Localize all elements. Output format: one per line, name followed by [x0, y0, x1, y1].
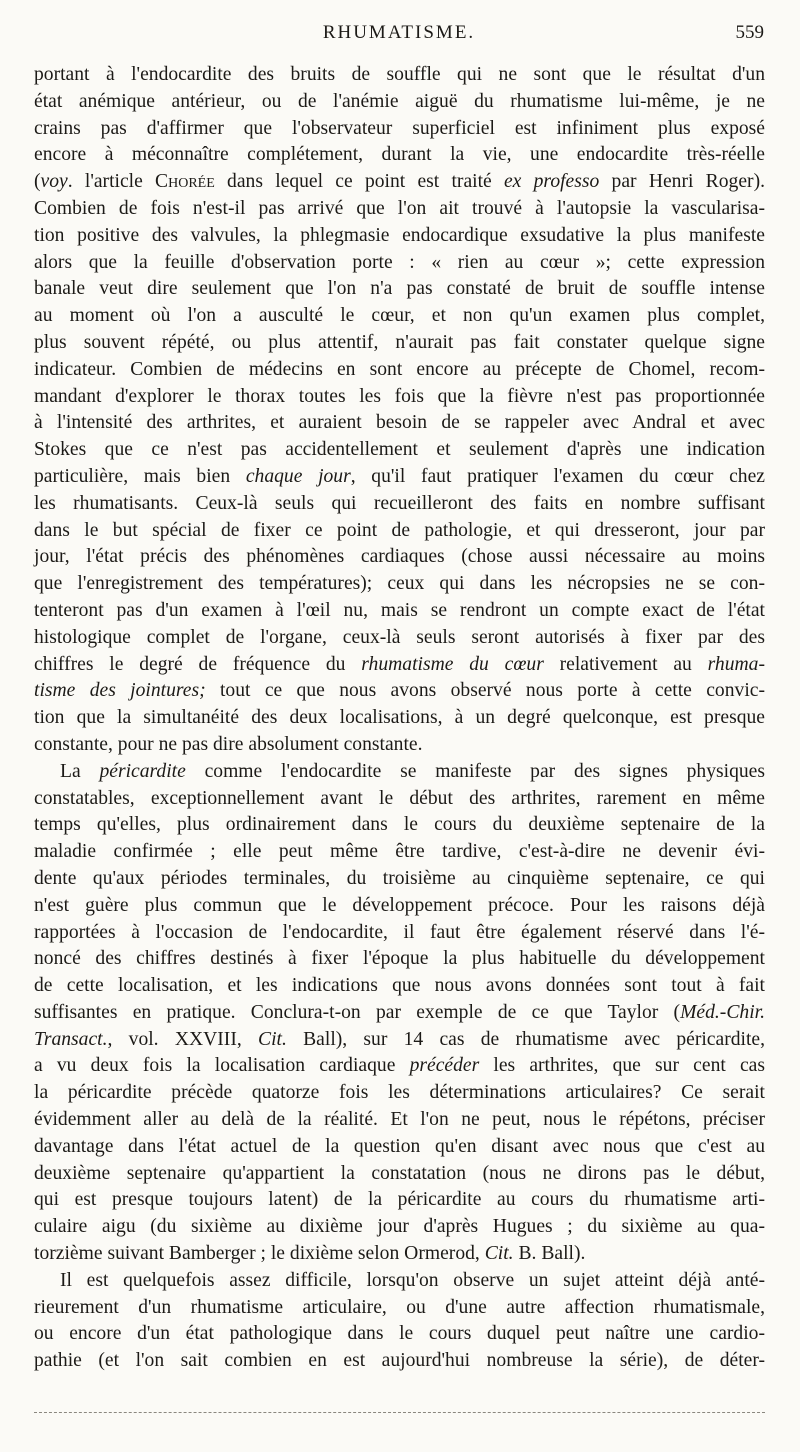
text-run: évidemment aller au delà de la réalité. Et l'on ne peut, nous le répétons, préciser: [34, 1109, 765, 1131]
text-line: [34, 357, 765, 384]
footer-rule: [34, 1412, 765, 1413]
text-line: [34, 920, 765, 947]
text-line: [34, 1214, 765, 1241]
text-line: [34, 116, 765, 143]
text-run: n'est guère plus commun que le développement précoce. Pour les raisons déjà: [34, 894, 765, 916]
text-run: particulière, mais bien: [34, 465, 246, 487]
text-line: [34, 196, 765, 223]
text-run: ex professo: [503, 171, 600, 193]
text-run: encore à méconnaître complétement, durant la vie, une endocardite très-réelle: [34, 144, 765, 166]
text-run: chaque jour: [245, 465, 351, 487]
text-line: [34, 1321, 765, 1348]
text-line: [34, 598, 765, 625]
text-run: dente qu'aux périodes terminales, du troisième au cinquième septenaire, ce qui: [34, 867, 765, 889]
text-line: [34, 1107, 765, 1134]
page-number: 559: [735, 22, 764, 43]
text-line: [34, 1268, 765, 1295]
text-line: [34, 1241, 765, 1268]
text-run: tion positive des valvules, la phlegmasie endocardique exsudative la plus manifeste: [34, 224, 765, 246]
text-run: noncé des chiffres destinés à fixer l'époque la plus habituelle du développement: [34, 948, 765, 970]
text-run: (: [34, 171, 41, 193]
text-run: La: [60, 760, 100, 782]
text-run: . l'article: [67, 171, 156, 193]
text-line: [34, 759, 765, 786]
text-line: [34, 62, 765, 89]
text-line: [34, 384, 765, 411]
text-run: état anémique antérieur, ou de l'anémie aiguë du rhumatisme lui-même, je ne: [34, 90, 765, 112]
text-run: Ball), sur 14 cas de rhumatisme avec péricardite,: [286, 1028, 766, 1050]
text-line: [34, 571, 765, 598]
text-line: [34, 544, 765, 571]
text-run: rhumatisme du cœur: [361, 653, 544, 675]
text-run: a vu deux fois la localisation cardiaque: [34, 1055, 410, 1077]
text-run: rhuma-: [707, 653, 765, 675]
text-run: temps qu'elles, plus ordinairement dans le cours du deuxième septenaire de la: [34, 814, 765, 836]
text-run: tisme des jointures;: [34, 680, 206, 702]
text-line: [34, 89, 765, 116]
text-line: [34, 1348, 765, 1375]
text-line: [34, 705, 765, 732]
text-line: [34, 652, 765, 679]
text-run: davantage dans l'état actuel de la question qu'en disant avec nous que c'est au: [34, 1135, 765, 1157]
text-line: [34, 812, 765, 839]
text-run: Chorée: [155, 171, 215, 193]
text-run: comme l'endocardite se manifeste par des signes physiques: [185, 760, 765, 782]
text-run: , qu'il faut pratiquer l'examen du cœur chez: [350, 465, 765, 487]
text-line: [34, 839, 765, 866]
text-run: Cit.: [484, 1243, 514, 1265]
text-line: [34, 330, 765, 357]
text-run: , vol. XXVIII,: [107, 1028, 258, 1050]
text-run: deuxième septenaire qu'appartient la constatation (nous ne dirons pas le début,: [34, 1162, 765, 1184]
text-line: [34, 1000, 765, 1027]
text-run: pathie (et l'on sait combien en est aujourd'hui nombreuse la série), de déter-: [34, 1350, 765, 1372]
text-run: ou encore d'un état pathologique dans le cours duquel peut naître une cardio-: [34, 1323, 765, 1345]
text-run: Il est quelquefois assez difficile, lorsqu'on observe un sujet atteint déjà anté-: [60, 1269, 765, 1291]
text-line: [34, 491, 765, 518]
text-run: à l'intensité des arthrites, et auraient besoin de se rappeler avec Andral et avec: [34, 412, 765, 434]
text-run: Stokes que ce n'est pas accidentellement et seulement d'après une indication: [34, 439, 765, 461]
text-line: [34, 1134, 765, 1161]
text-line: [34, 625, 765, 652]
text-run: que l'enregistrement des températures); ceux qui dans les nécropsies ne se con-: [34, 573, 765, 595]
text-run: Méd.-Chir.: [680, 1001, 765, 1023]
text-run: portant à l'endocardite des bruits de souffle qui ne sont que le résultat d'un: [34, 64, 765, 85]
text-run: histologique complet de l'organe, ceux-là seuls seront autorisés à fixer par des: [34, 626, 765, 648]
text-line: [34, 437, 765, 464]
text-line: [34, 1295, 765, 1322]
text-run: par Henri Roger).: [599, 171, 765, 193]
running-header: [34, 22, 764, 52]
text-line: [34, 1161, 765, 1188]
text-line: [34, 786, 765, 813]
text-run: constatables, exceptionnellement avant le début des arthrites, rarement en même: [34, 787, 765, 809]
text-run: torzième suivant Bamberger ; le dixième selon Ormerod,: [34, 1243, 485, 1265]
text-run: dans lequel ce point est traité: [214, 171, 504, 193]
text-run: B. Ball).: [513, 1243, 586, 1265]
text-run: chiffres le degré de fréquence du: [34, 653, 362, 675]
text-run: précéder: [409, 1055, 480, 1077]
text-run: crains pas d'affirmer que l'observateur superficiel est infiniment plus exposé: [34, 117, 765, 139]
text-line: [34, 1080, 765, 1107]
text-run: tenteront pas d'un examen à l'œil nu, mais se rendront un compte exact de l'état: [34, 599, 765, 621]
text-line: [34, 464, 765, 491]
text-run: maladie confirmée ; elle peut même être tardive, c'est-à-dire ne devenir évi-: [34, 841, 765, 863]
text-line: [34, 973, 765, 1000]
text-line: [34, 678, 765, 705]
text-run: Transact.: [34, 1028, 108, 1050]
text-run: alors que la feuille d'observation porte : « rien au cœur »; cette expression: [34, 251, 765, 273]
text-run: au moment où l'on a ausculté le cœur, et non qu'un examen plus complet,: [34, 305, 765, 327]
text-line: [34, 518, 765, 545]
text-run: culaire aigu (du sixième au dixième jour d'après Hugues ; du sixième au qua-: [34, 1216, 765, 1238]
text-line: [34, 303, 765, 330]
text-run: Combien de fois n'est-il pas arrivé que l'on ait trouvé à l'autopsie la vascularisa-: [34, 197, 765, 219]
text-run: péricardite: [99, 760, 186, 782]
text-run: rieurement d'un rhumatisme articulaire, ou d'une autre affection rhumatismale,: [34, 1296, 765, 1318]
text-line: [34, 732, 765, 759]
text-line: [34, 1053, 765, 1080]
text-run: mandant d'explorer le thorax toutes les fois que la fièvre n'est pas proportionnée: [34, 385, 765, 407]
text-run: plus souvent répété, ou plus attentif, n'aurait pas fait constater quelque signe: [34, 331, 765, 353]
text-line: [34, 142, 765, 169]
text-line: [34, 1187, 765, 1214]
text-run: tion que la simultanéité des deux localisations, à un degré quelconque, est presque: [34, 707, 765, 729]
text-run: dans le but spécial de fixer ce point de pathologie, et qui dresseront, jour par: [34, 519, 765, 541]
text-line: [34, 893, 765, 920]
text-line: [34, 866, 765, 893]
text-line: [34, 169, 765, 196]
text-run: banale veut dire seulement que l'on n'a pas constaté de bruit de souffle intense: [34, 278, 765, 300]
text-run: relativement au: [543, 653, 708, 675]
text-run: les rhumatisants. Ceux-là seuls qui recueilleront des faits en nombre suffisant: [34, 492, 765, 514]
text-run: de cette localisation, et les indications que nous avons données sont tout à fait: [34, 975, 765, 997]
text-line: [34, 946, 765, 973]
running-title: RHUMATISME.: [322, 22, 476, 43]
text-line: [34, 410, 765, 437]
text-run: rapportées à l'occasion de l'endocardite, il faut être également réservé dans l'é-: [34, 921, 765, 943]
text-line: [34, 1027, 765, 1054]
text-run: voy: [40, 171, 68, 193]
text-run: la péricardite précède quatorze fois les déterminations articulaires? Ce serait: [34, 1082, 765, 1104]
text-line: [34, 250, 765, 277]
text-run: les arthrites, que sur cent cas: [479, 1055, 765, 1077]
text-run: indicateur. Combien de médecins en sont encore au précepte de Chomel, recom-: [34, 358, 765, 380]
text-run: constante, pour ne pas dire absolument constante.: [34, 733, 423, 755]
text-run: Cit.: [258, 1028, 287, 1050]
text-run: tout ce que nous avons observé nous porte à cette convic-: [205, 680, 765, 702]
body-text: [34, 62, 765, 1375]
text-run: suffisantes en pratique. Conclura-t-on par exemple de ce que Taylor (: [34, 1001, 681, 1023]
text-line: [34, 276, 765, 303]
text-run: qui est presque toujours latent) de la péricardite au cours du rhumatisme arti-: [34, 1189, 765, 1211]
text-run: jour, l'état précis des phénomènes cardiaques (chose aussi nécessaire au moins: [34, 546, 765, 568]
text-line: [34, 223, 765, 250]
